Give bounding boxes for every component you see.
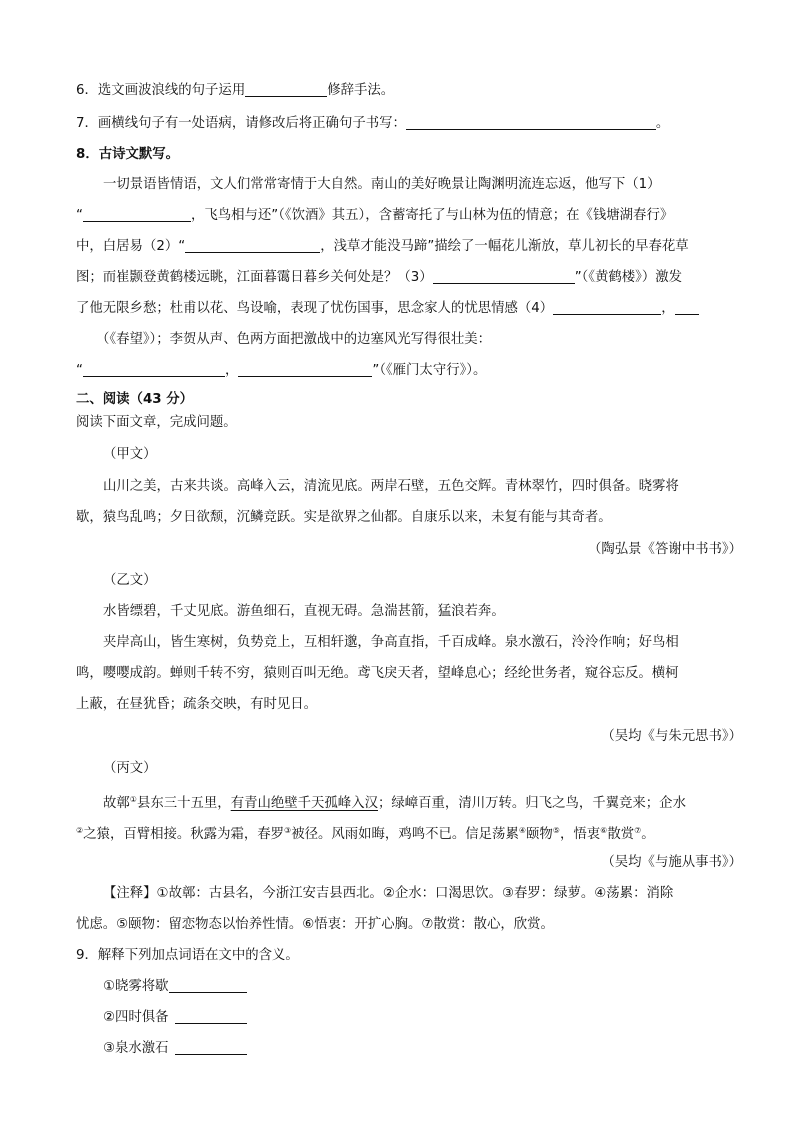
question-7 — [76, 114, 742, 134]
answer-blank[interactable] — [185, 237, 320, 253]
answer-blank[interactable] — [83, 361, 225, 377]
answer-blank[interactable] — [433, 268, 575, 284]
passage-jia-label: （甲文） — [103, 447, 157, 462]
question-8-title: 8．古诗文默写。 — [76, 147, 180, 162]
passage-bing-source: （吴均《与施从事书》） — [601, 855, 742, 870]
q9-item-label: ①晓雾将歇 — [103, 979, 169, 994]
q8-text: （《春望》）；李贺从声、色两方面把激战中的边塞风光写得很壮美： — [96, 332, 492, 347]
quote-mark: “ — [76, 363, 83, 378]
q8-line — [76, 237, 742, 257]
q8-line — [76, 361, 742, 381]
q8-text: ，浅草才能没马蹄”描绘了一幅花儿渐放，草儿初长的早春花草 — [320, 239, 689, 254]
q9-item — [103, 1008, 742, 1028]
q9-item-label: ②四时俱备 — [103, 1010, 169, 1025]
q6-text-end: 修辞手法。 — [327, 83, 395, 98]
section-2-intro: 阅读下面文章，完成问题。 — [76, 415, 237, 430]
passage-bing-line — [103, 790, 742, 814]
q8-text: 图；而崔颢登黄鹤楼远眺，江面暮霭日暮乡关何处是？（3） — [76, 270, 433, 285]
passage-bing-line — [76, 821, 742, 845]
note-marker: ① — [129, 795, 137, 804]
q8-text: ”（《黄鹤楼》）激发 — [574, 270, 683, 285]
q9-item — [103, 1039, 742, 1059]
q8-line — [76, 268, 742, 288]
answer-blank[interactable] — [238, 361, 372, 377]
note-marker: ③ — [284, 826, 292, 835]
notes-line: 【注释】①故鄣：古县名，今浙江安吉县西北。②企水：口渴思饮。③春罗：绿萝。④荡累：消除 — [103, 886, 674, 901]
q8-text: ， — [661, 301, 675, 316]
q8-line — [76, 206, 742, 226]
answer-blank[interactable] — [553, 299, 661, 315]
question-6 — [76, 81, 742, 101]
question-9-title: 9．解释下列加点词语在文中的含义。 — [76, 948, 299, 963]
answer-blank[interactable] — [175, 1008, 247, 1024]
underlined-sentence: 有青山绝壁千天孤峰入汉 — [230, 796, 378, 811]
q7-text: 7．画横线句子有一处语病，请修改后将正确句子书写： — [76, 116, 406, 131]
note-marker: ⑦ — [634, 826, 642, 835]
bing-text: 。 — [641, 827, 655, 842]
q8-text: ， — [224, 363, 239, 378]
passage-yi-source: （吴均《与朱元思书》） — [601, 729, 742, 744]
passage-yi-line: 上蔽，在昼犹昏；疏条交映，有时见日。 — [76, 697, 318, 712]
q8-line — [76, 330, 742, 350]
passage-yi-line: 鸣，嘤嘤成韵。蝉则千转不穷，猿则百叫无绝。鸢飞戾天者，望峰息心；经纶世务者，窥谷忘反。横柯 — [76, 666, 679, 681]
note-marker: ⑥ — [600, 826, 608, 835]
bing-text: 故鄣 — [103, 796, 130, 811]
passage-bing-label: （丙文） — [103, 761, 157, 776]
q6-text: 6．选文画波浪线的句子运用 — [76, 83, 246, 98]
bing-text: 县东三十五里， — [136, 796, 231, 811]
passage-yi-label: （乙文） — [103, 573, 157, 588]
q8-text: ，飞鸟相与还”（《饮酒》其五），含蓄寄托了与山林为伍的情意；在《钱塘湖春行》 — [190, 208, 674, 223]
q9-item — [103, 977, 742, 997]
note-marker: ④ — [518, 826, 527, 835]
q9-item-label: ③泉水激石 — [103, 1041, 169, 1056]
bing-text: 之猿，百臂相接。秋露为霜，春罗 — [83, 827, 285, 842]
q8-text: 了他无限乡愁；杜甫以花、鸟设喻，表现了忧伤国事，思念家人的忧思情感（4） — [76, 301, 554, 316]
passage-jia-line: 歇，猿鸟乱鸣；夕日欲颓，沉鳞竞跃。实是欲界之仙都。自康乐以来，未复有能与其奇者。 — [76, 510, 612, 525]
passage-yi-line: 夹岸高山，皆生寒树，负势竞上，互相轩邈，争高直指，千百成峰。泉水激石，泠泠作响；好鸟相 — [103, 635, 679, 650]
passage-yi-line: 水皆缥碧，千丈见底。游鱼细石，直视无碍。急湍甚箭，猛浪若奔。 — [103, 604, 505, 619]
notes-line: 忧虑。⑤颐物：留恋物态以怡养性情。⑥悟衷：开扩心胸。⑦散赏：散心，欣赏。 — [76, 917, 554, 932]
answer-blank[interactable] — [83, 206, 191, 222]
q7-text-end: 。 — [655, 116, 670, 131]
q8-line — [76, 299, 742, 319]
quote-mark: “ — [76, 208, 83, 223]
note-marker: ⑤ — [552, 826, 560, 835]
answer-blank[interactable] — [175, 1039, 247, 1055]
answer-blank[interactable] — [406, 114, 656, 130]
q8-line: 一切景语皆情语，文人们常常寄情于大自然。南山的美好晚景让陶渊明流连忘返，他写下（1） — [103, 177, 661, 192]
answer-blank[interactable] — [245, 81, 327, 97]
bing-text: ；绿嶂百重，清川万转。归飞之鸟，千翼竞来；企水 — [377, 796, 686, 811]
passage-jia-source: （陶弘景《答谢中书书》） — [588, 542, 742, 557]
q8-text: 中，白居易（2）“ — [76, 239, 186, 254]
bing-text: 颐物 — [526, 827, 553, 842]
bing-text: 被径。风雨如晦，鸡鸣不已。信足荡累 — [291, 827, 519, 842]
passage-jia-line: 山川之美，古来共谈。高峰入云，清流见底。两岸石壁，五色交辉。青林翠竹，四时俱备。晓雾将 — [103, 479, 679, 494]
bing-text: 散赏 — [607, 827, 635, 842]
q8-text: ”（《雁门太守行》）。 — [372, 363, 487, 378]
answer-blank[interactable] — [169, 977, 247, 993]
bing-text: ，悟衷 — [559, 827, 601, 842]
spacer — [76, 331, 96, 346]
answer-blank[interactable] — [675, 299, 699, 315]
section-2-title: 二、阅读（43 分） — [76, 392, 194, 407]
note-marker: ② — [76, 826, 84, 835]
